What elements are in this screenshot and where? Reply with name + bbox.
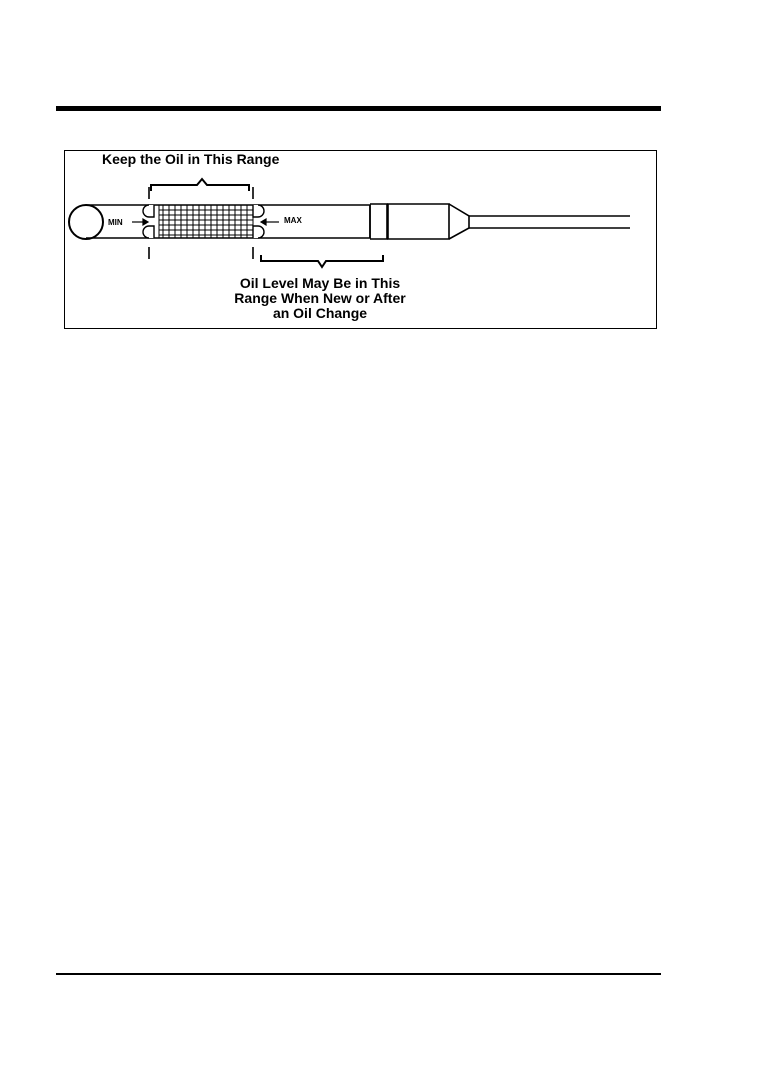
- overfill-caption: [215, 276, 425, 321]
- min-hole-bottom: [143, 226, 154, 238]
- max-arrow: [261, 219, 279, 225]
- min-hole-top: [143, 205, 154, 217]
- max-hole-top: [253, 205, 264, 217]
- min-arrow: [132, 219, 148, 225]
- keep-range-brace: [151, 179, 249, 191]
- dipstick-ring: [69, 205, 103, 239]
- dipstick-figure: [64, 150, 657, 329]
- keep-range-caption: Keep the Oil in This Range: [102, 151, 280, 167]
- overfill-caption-line: an Oil Change: [272, 305, 368, 321]
- dipstick-grip: [370, 204, 630, 239]
- crosshatch-range: [159, 205, 253, 238]
- overfill-range-brace: [261, 255, 383, 267]
- max-hole-bottom: [253, 226, 264, 238]
- range-boundary-markers: [149, 187, 253, 259]
- overfill-caption-line: Oil Level May Be in This: [239, 275, 401, 291]
- min-label: MIN: [108, 218, 123, 227]
- max-label: MAX: [284, 216, 302, 225]
- footer-rule: [56, 973, 661, 975]
- header-rule: [56, 106, 661, 111]
- overfill-caption-line: Range When New or After: [234, 290, 406, 306]
